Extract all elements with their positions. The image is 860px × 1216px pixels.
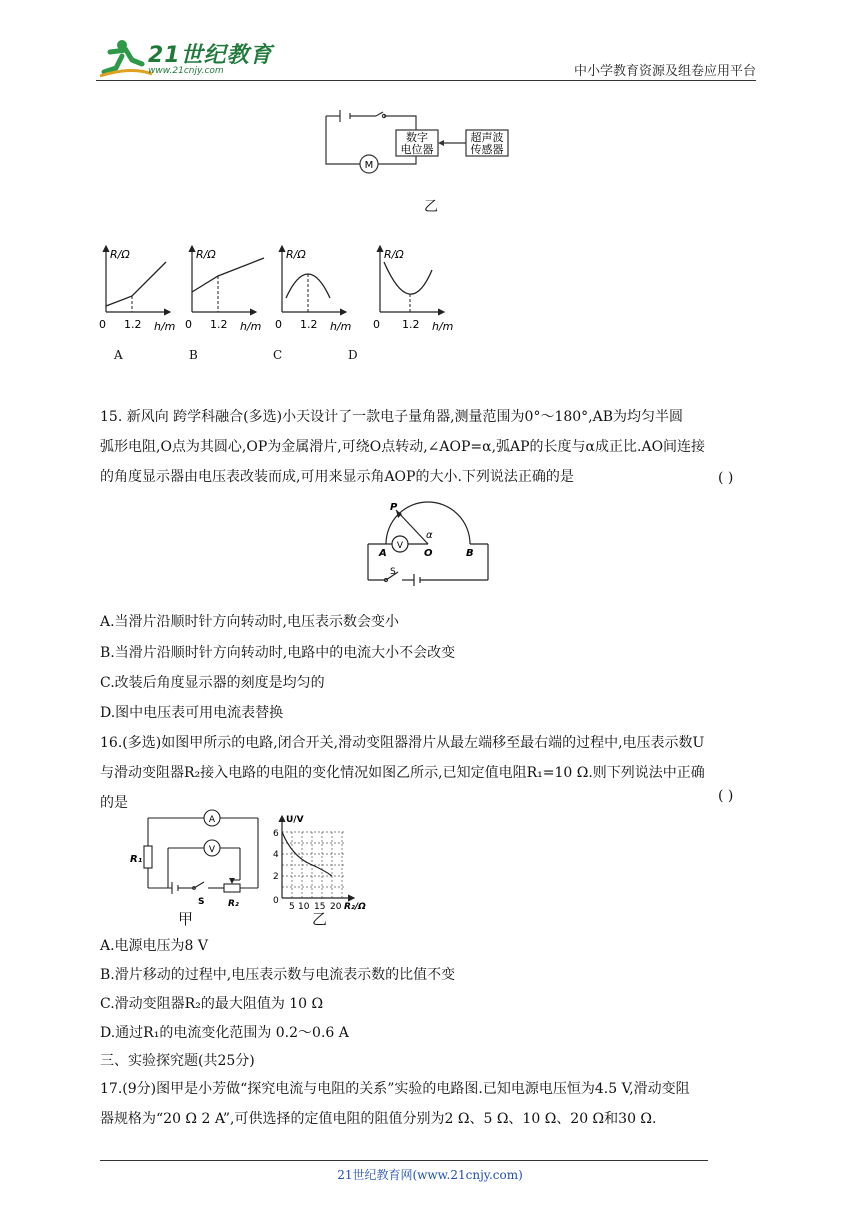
q15-option-d: D.图中电压表可用电流表替换 xyxy=(100,705,284,721)
svg-text:A: A xyxy=(379,548,387,559)
svg-text:S: S xyxy=(198,897,205,907)
svg-text:α: α xyxy=(426,530,433,541)
svg-text:P: P xyxy=(390,502,398,513)
q16-option-c: C.滑动变阻器R₂的最大阻值为 10 Ω xyxy=(100,996,324,1012)
q15-option-a: A.当滑片沿顺时针方向转动时,电压表示数会变小 xyxy=(100,614,400,630)
svg-text:R₁: R₁ xyxy=(130,854,143,865)
svg-text:R/Ω: R/Ω xyxy=(384,248,404,261)
q16-graph-yi xyxy=(266,810,376,910)
q15-option-b: B.当滑片沿顺时针方向转动时,电路中的电流大小不会改变 xyxy=(100,645,456,661)
svg-text:0: 0 xyxy=(373,318,380,331)
q15-line1: 15. 新风向 跨学科融合(多选)小天设计了一款电子量角器,测量范围为0°～180°,AB为均匀半圆 xyxy=(100,409,684,425)
q16-stem xyxy=(100,728,760,818)
graph-d xyxy=(373,246,453,333)
box1-line2: 电位器 xyxy=(400,143,434,156)
graph-a xyxy=(99,246,175,333)
q16-option-b: B.滑片移动的过程中,电压表示数与电流表示数的比值不变 xyxy=(100,967,456,983)
q15-answer-paren: ( ) xyxy=(718,470,734,486)
q15-line3: 的角度显示器由电压表改装而成,可用来显示角AOP的大小.下列说法正确的是 xyxy=(100,469,574,485)
svg-text:0: 0 xyxy=(275,318,282,331)
svg-text:V: V xyxy=(396,541,404,551)
svg-text:5: 5 xyxy=(289,902,295,910)
box1-line1: 数字 xyxy=(406,131,428,144)
q15-line2: 弧形电阻,O点为其圆心,OP为金属滑片,可绕O点转动,∠AOP=α,弧AP的长度与α成正比.AO间连接 xyxy=(100,439,706,455)
header-platform-name: 中小学教育资源及组卷应用平台 xyxy=(573,64,756,79)
graph-option-c: C xyxy=(273,348,283,362)
svg-text:1.2: 1.2 xyxy=(210,318,228,331)
header-divider xyxy=(96,80,756,81)
svg-text:1.2: 1.2 xyxy=(300,318,318,331)
footer-divider xyxy=(100,1160,708,1161)
logo-text: 21世纪教育 xyxy=(148,43,273,68)
svg-text:6: 6 xyxy=(273,829,279,839)
graph-option-b: B xyxy=(189,348,198,362)
svg-text:R/Ω: R/Ω xyxy=(110,248,130,261)
fig-yi-caption: 乙 xyxy=(424,199,438,215)
q16-fig-jia-caption: 甲 xyxy=(178,910,194,928)
q16-fig-yi-caption: 乙 xyxy=(312,910,328,928)
svg-text:1.2: 1.2 xyxy=(402,318,420,331)
graph-option-d: D xyxy=(348,348,358,362)
svg-text:h/m: h/m xyxy=(154,320,176,333)
svg-text:4: 4 xyxy=(273,850,279,860)
graph-b xyxy=(185,246,264,333)
graph-c xyxy=(275,246,351,333)
footer-site: 21世纪教育网(www.21cnjy.com) xyxy=(337,1168,523,1182)
box2-line1: 超声波 xyxy=(470,131,504,144)
section-3-heading: 三、实验探究题(共25分) xyxy=(100,1053,255,1069)
q17-stem xyxy=(100,1074,760,1134)
logo-sub: www.21cnjy.com xyxy=(148,66,224,76)
svg-text:0: 0 xyxy=(185,318,192,331)
svg-text:2: 2 xyxy=(273,872,279,882)
svg-text:B: B xyxy=(466,548,474,559)
svg-text:R₂: R₂ xyxy=(228,899,239,909)
q16-circuit-jia xyxy=(128,808,266,918)
box2-line2: 传感器 xyxy=(470,143,504,156)
q16-line2: 与滑动变阻器R₂接入电路的电阻的变化情况如图乙所示,已知定值电阻R₁=10 Ω.则下列说法中正确 xyxy=(100,765,705,781)
svg-text:O: O xyxy=(424,548,433,559)
svg-text:1.2: 1.2 xyxy=(124,318,142,331)
svg-text:U/V: U/V xyxy=(286,815,304,825)
circuit-diagram-yi xyxy=(320,100,540,182)
svg-text:20: 20 xyxy=(330,902,342,910)
q17-line1: 17.(9分)图甲是小芳做“探究电流与电阻的关系”实验的电路图.已知电源电压恒为4.5 V,滑动变阻 xyxy=(100,1081,690,1097)
q16-option-a: A.电源电压为8 V xyxy=(100,938,209,954)
svg-text:R₂/Ω: R₂/Ω xyxy=(344,902,366,910)
svg-text:h/m: h/m xyxy=(240,320,262,333)
svg-text:S: S xyxy=(390,567,396,577)
svg-text:0: 0 xyxy=(273,896,279,906)
svg-text:0: 0 xyxy=(99,318,106,331)
svg-text:h/m: h/m xyxy=(432,320,454,333)
q16-answer-paren: ( ) xyxy=(718,788,734,804)
svg-text:15: 15 xyxy=(314,902,326,910)
q16-line1: 16.(多选)如图甲所示的电路,闭合开关,滑动变阻器滑片从最左端移至最右端的过程中,电压表示数U xyxy=(100,735,705,751)
svg-text:R/Ω: R/Ω xyxy=(196,248,216,261)
svg-text:10: 10 xyxy=(298,902,310,910)
q16-option-d: D.通过R₁的电流变化范围为 0.2～0.6 A xyxy=(100,1025,349,1041)
q16-line3: 的是 xyxy=(100,795,128,811)
motor-label: M xyxy=(364,160,374,171)
svg-text:h/m: h/m xyxy=(330,320,352,333)
svg-text:A: A xyxy=(208,815,216,825)
graph-option-a: A xyxy=(114,348,123,362)
svg-text:R/Ω: R/Ω xyxy=(286,248,306,261)
graphs-options xyxy=(92,240,472,336)
q15-stem xyxy=(100,402,760,492)
q15-option-c: C.改装后角度显示器的刻度是均匀的 xyxy=(100,675,325,691)
q15-protractor-circuit xyxy=(364,498,494,588)
q17-line2: 器规格为“20 Ω 2 A”,可供选择的定值电阻的阻值分别为2 Ω、5 Ω、10 Ω、20 Ω和30 Ω. xyxy=(100,1111,657,1127)
svg-text:V: V xyxy=(208,845,216,855)
